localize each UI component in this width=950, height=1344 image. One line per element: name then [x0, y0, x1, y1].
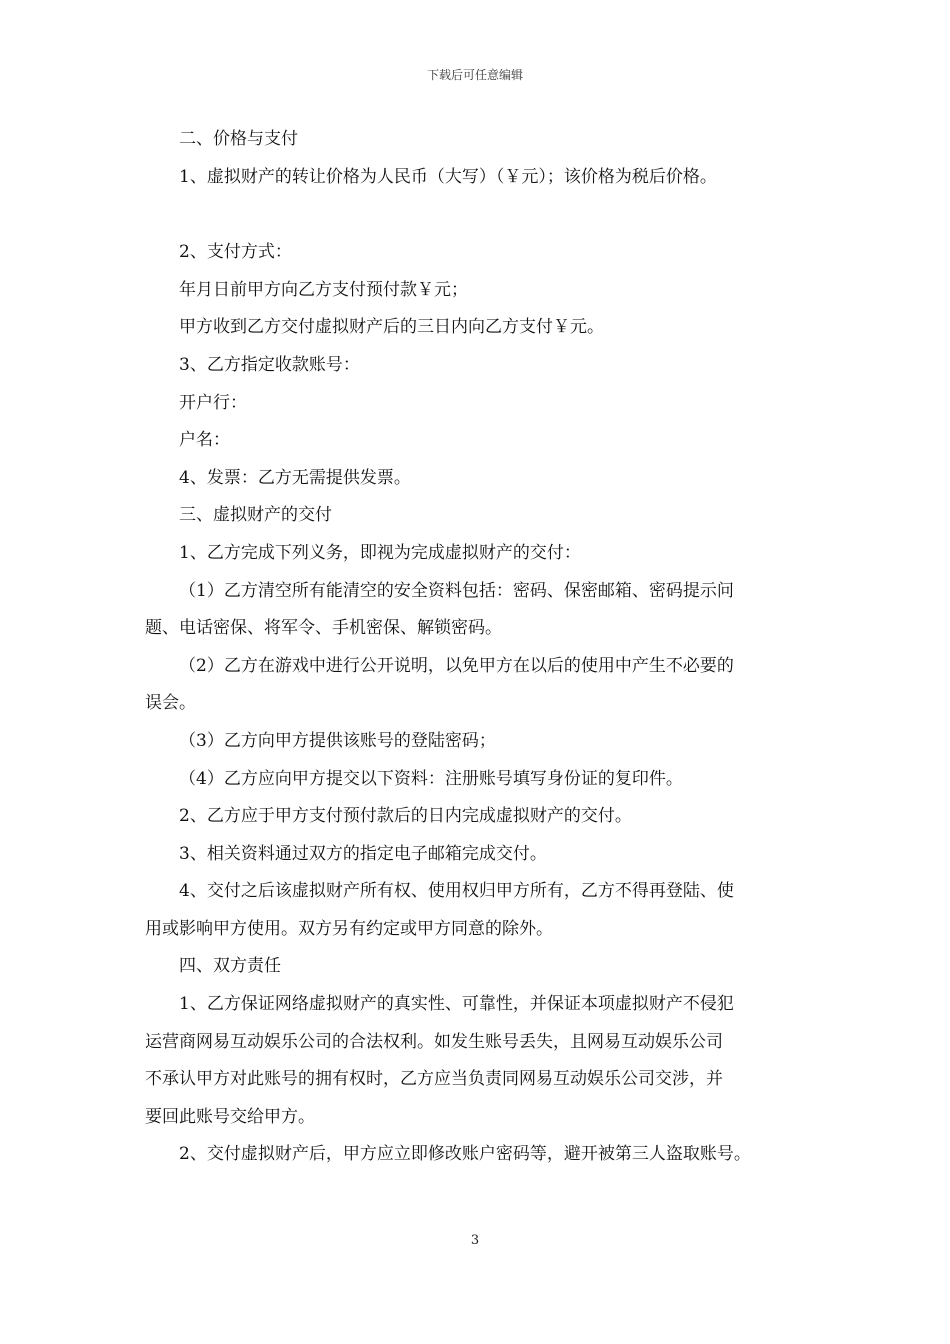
paragraph-line: 4、交付之后该虚拟财产所有权、使用权归甲方所有，乙方不得再登陆、使 — [179, 881, 734, 902]
section-heading: 三、虚拟财产的交付 — [179, 505, 332, 526]
paragraph-line: 户名： — [179, 430, 230, 451]
paragraph-line: 误会。 — [145, 693, 196, 714]
paragraph-line: 不承认甲方对此账号的拥有权时，乙方应当负责同网易互动娱乐公司交涉，并 — [145, 1069, 723, 1090]
document-body — [145, 121, 825, 1174]
paragraph-line: 2、乙方应于甲方支付预付款后的日内完成虚拟财产的交付。 — [179, 806, 632, 827]
paragraph-line: 1、乙方保证网络虚拟财产的真实性、可靠性，并保证本项虚拟财产不侵犯 — [179, 994, 734, 1015]
paragraph-line: 用或影响甲方使用。双方另有约定或甲方同意的除外。 — [145, 918, 553, 939]
paragraph-line: （2）乙方在游戏中进行公开说明，以免甲方在以后的使用中产生不必要的 — [179, 655, 734, 676]
paragraph-line: 要回此账号交给甲方。 — [145, 1106, 315, 1127]
paragraph-line: 年月日前甲方向乙方支付预付款￥元； — [179, 279, 468, 300]
paragraph-line: 2、交付虚拟财产后，甲方应立即修改账户密码等，避开被第三人盗取账号。 — [179, 1144, 751, 1165]
paragraph-line: 3、相关资料通过双方的指定电子邮箱完成交付。 — [179, 843, 547, 864]
page-number: 3 — [470, 1233, 480, 1248]
paragraph-line: 2、支付方式： — [179, 242, 292, 263]
paragraph-line: （1）乙方清空所有能清空的安全资料包括：密码、保密邮箱、密码提示问 — [179, 580, 734, 601]
page-header: 下载后可任意编辑 — [426, 68, 523, 82]
paragraph-line: 题、电话密保、将军令、手机密保、解锁密码。 — [145, 618, 502, 639]
paragraph-line: （4）乙方应向甲方提交以下资料：注册账号填写身份证的复印件。 — [179, 768, 683, 789]
paragraph-line: 开户行： — [179, 392, 247, 413]
section-heading: 二、价格与支付 — [179, 129, 298, 149]
paragraph-line: 4、发票：乙方无需提供发票。 — [179, 467, 411, 488]
paragraph-line: 1、虚拟财产的转让价格为人民币（大写）（￥元）；该价格为税后价格。 — [179, 166, 717, 187]
paragraph-line: 3、乙方指定收款账号： — [179, 354, 360, 375]
paragraph-line: 运营商网易互动娱乐公司的合法权利。如发生账号丢失，且网易互动娱乐公司 — [145, 1031, 723, 1052]
paragraph-line: 甲方收到乙方交付虚拟财产后的三日内向乙方支付￥元。 — [179, 317, 604, 338]
blank-line — [145, 196, 825, 234]
paragraph-line: （3）乙方向甲方提供该账号的登陆密码； — [179, 730, 496, 751]
section-heading: 四、双方责任 — [179, 956, 281, 977]
paragraph-line: 1、乙方完成下列义务，即视为完成虚拟财产的交付： — [179, 542, 581, 563]
